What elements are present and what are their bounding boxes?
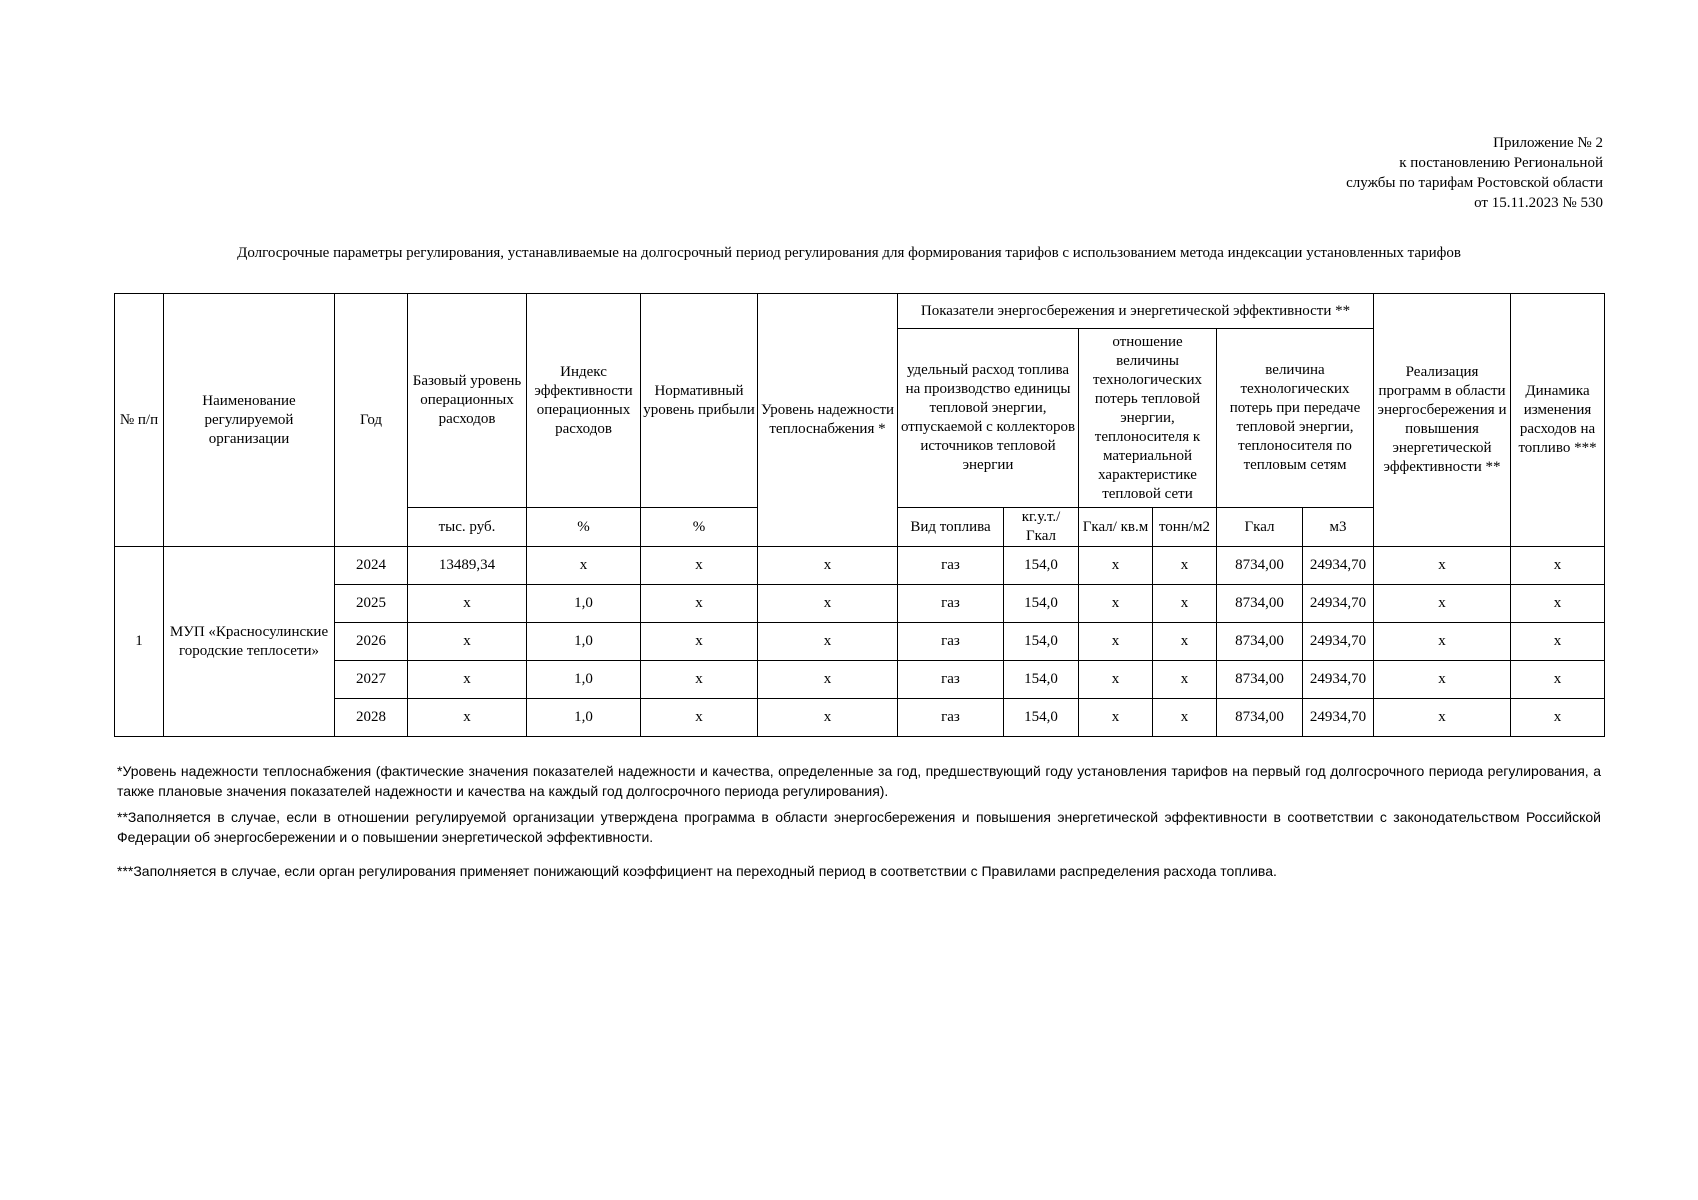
cell-base: х	[408, 623, 527, 661]
col-header-fuel-dynamics: Динамика изменения расходов на топливо ***	[1511, 294, 1605, 547]
cell-index: х	[527, 547, 641, 585]
unit-base: тыс. руб.	[408, 508, 527, 547]
cell-fuel-rate: 154,0	[1004, 547, 1079, 585]
cell-profit: х	[641, 623, 758, 661]
cell-reliability: х	[758, 547, 898, 585]
cell-profit: х	[641, 699, 758, 737]
cell-loss-ratio-gcal: х	[1079, 661, 1153, 699]
parameters-table	[114, 293, 1605, 737]
col-header-base-level: Базовый уровень операционных расходов	[408, 294, 527, 508]
cell-fuel-rate: 154,0	[1004, 623, 1079, 661]
cell-index: 1,0	[527, 585, 641, 623]
cell-profit: х	[641, 547, 758, 585]
cell-loss-gcal: 8734,00	[1217, 547, 1303, 585]
cell-loss-m3: 24934,70	[1303, 585, 1374, 623]
cell-profit: х	[641, 661, 758, 699]
col-header-organization: Наименование регулируемой организации	[164, 294, 335, 547]
col-header-reliability: Уровень надежности теплоснабжения *	[758, 294, 898, 547]
cell-loss-ratio-tons: х	[1153, 661, 1217, 699]
cell-profit: х	[641, 585, 758, 623]
unit-index: %	[527, 508, 641, 547]
appendix-ref-line: к постановлению Региональной	[1399, 155, 1603, 171]
unit-profit: %	[641, 508, 758, 547]
cell-loss-m3: 24934,70	[1303, 547, 1374, 585]
cell-year: 2028	[335, 699, 408, 737]
footnote-fuel-coefficient: ***Заполняется в случае, если орган регулирования применяет понижающий коэффициент на переходный период в соответствии с Правилами распределения расхода топлива.	[117, 863, 1277, 879]
cell-fuel-rate: 154,0	[1004, 661, 1079, 699]
col-header-profit-level: Нормативный уровень прибыли	[641, 294, 758, 508]
cell-index: 1,0	[527, 699, 641, 737]
cell-reliability: х	[758, 661, 898, 699]
cell-loss-gcal: 8734,00	[1217, 623, 1303, 661]
cell-programs: х	[1374, 585, 1511, 623]
cell-reliability: х	[758, 623, 898, 661]
row-number: 1	[115, 547, 164, 737]
cell-loss-ratio-gcal: х	[1079, 547, 1153, 585]
col-header-fuel-rate: удельный расход топлива на производство единицы тепловой энергии, отпускаемой с коллекторов источников тепловой энергии	[898, 329, 1079, 508]
cell-loss-ratio-gcal: х	[1079, 623, 1153, 661]
cell-year: 2025	[335, 585, 408, 623]
appendix-number: Приложение № 2	[1493, 135, 1603, 151]
cell-loss-gcal: 8734,00	[1217, 699, 1303, 737]
cell-year: 2026	[335, 623, 408, 661]
cell-dynamics: х	[1511, 661, 1605, 699]
footnote-reliability: *Уровень надежности теплоснабжения (фактические значения показателей надежности и качества, определенные за год, предшествующий году установления тарифов на первый год долгосрочного периода регулирования, а также плановые значения показателей надежности и качества на каждый год долгосрочного периода регулирования).	[117, 763, 1601, 799]
unit-loss-m3: м3	[1303, 508, 1374, 547]
cell-fuel-type: газ	[898, 699, 1004, 737]
cell-index: 1,0	[527, 661, 641, 699]
organization-name: МУП «Красносулинские городские теплосети»	[164, 547, 335, 737]
footnotes	[117, 761, 1601, 881]
cell-dynamics: х	[1511, 547, 1605, 585]
col-header-loss-value: величина технологических потерь при передаче тепловой энергии, теплоносителя по тепловым сетям	[1217, 329, 1374, 508]
cell-loss-gcal: 8734,00	[1217, 661, 1303, 699]
col-header-energy-group: Показатели энергосбережения и энергетической эффективности **	[898, 294, 1374, 329]
appendix-date: от 15.11.2023 № 530	[1474, 195, 1603, 211]
cell-loss-ratio-tons: х	[1153, 547, 1217, 585]
cell-loss-m3: 24934,70	[1303, 661, 1374, 699]
col-header-programs: Реализация программ в области энергосбережения и повышения энергетической эффективности **	[1374, 294, 1511, 547]
footnote-energy-program: **Заполняется в случае, если в отношении регулируемой организации утверждена программа в области энергосбережения и повышения энергетической эффективности в соответствии с законодательством Российской Федерации об энергосбережении и о повышении энергетической эффективности.	[117, 809, 1601, 845]
col-header-num: № п/п	[115, 294, 164, 547]
unit-loss-ratio-tons: тонн/м2	[1153, 508, 1217, 547]
cell-loss-m3: 24934,70	[1303, 623, 1374, 661]
col-header-loss-ratio: отношение величины технологических потерь тепловой энергии, теплоносителя к материальной характеристике тепловой сети	[1079, 329, 1217, 508]
cell-programs: х	[1374, 623, 1511, 661]
cell-year: 2027	[335, 661, 408, 699]
cell-fuel-type: газ	[898, 585, 1004, 623]
cell-programs: х	[1374, 699, 1511, 737]
cell-base: х	[408, 661, 527, 699]
table-row	[115, 699, 1605, 737]
appendix-ref-line: службы по тарифам Ростовской области	[1346, 175, 1603, 191]
cell-loss-ratio-gcal: х	[1079, 699, 1153, 737]
cell-reliability: х	[758, 585, 898, 623]
cell-dynamics: х	[1511, 585, 1605, 623]
unit-fuel-type: Вид топлива	[898, 508, 1004, 547]
cell-reliability: х	[758, 699, 898, 737]
cell-year: 2024	[335, 547, 408, 585]
table-row	[115, 547, 1605, 585]
table-row	[115, 585, 1605, 623]
unit-loss-ratio-gcal: Гкал/ кв.м	[1079, 508, 1153, 547]
col-header-efficiency-index: Индекс эффективности операционных расходов	[527, 294, 641, 508]
cell-loss-ratio-tons: х	[1153, 623, 1217, 661]
cell-dynamics: х	[1511, 623, 1605, 661]
cell-fuel-rate: 154,0	[1004, 585, 1079, 623]
document-title: Долгосрочные параметры регулирования, устанавливаемые на долгосрочный период регулирования для формирования тарифов с использованием метода индексации установленных тарифов	[237, 245, 1461, 261]
col-header-year: Год	[335, 294, 408, 547]
unit-loss-gcal: Гкал	[1217, 508, 1303, 547]
cell-loss-ratio-tons: х	[1153, 585, 1217, 623]
unit-fuel-rate: кг.у.т./ Гкал	[1004, 508, 1079, 547]
cell-loss-ratio-tons: х	[1153, 699, 1217, 737]
cell-dynamics: х	[1511, 699, 1605, 737]
cell-fuel-rate: 154,0	[1004, 699, 1079, 737]
cell-loss-gcal: 8734,00	[1217, 585, 1303, 623]
cell-fuel-type: газ	[898, 661, 1004, 699]
header-row	[115, 294, 1605, 329]
cell-loss-m3: 24934,70	[1303, 699, 1374, 737]
table-row	[115, 661, 1605, 699]
cell-fuel-type: газ	[898, 623, 1004, 661]
cell-base: х	[408, 585, 527, 623]
cell-programs: х	[1374, 661, 1511, 699]
cell-fuel-type: газ	[898, 547, 1004, 585]
cell-index: 1,0	[527, 623, 641, 661]
cell-programs: х	[1374, 547, 1511, 585]
cell-base: 13489,34	[408, 547, 527, 585]
cell-base: х	[408, 699, 527, 737]
appendix-header	[1346, 133, 1603, 213]
table-row	[115, 623, 1605, 661]
cell-loss-ratio-gcal: х	[1079, 585, 1153, 623]
